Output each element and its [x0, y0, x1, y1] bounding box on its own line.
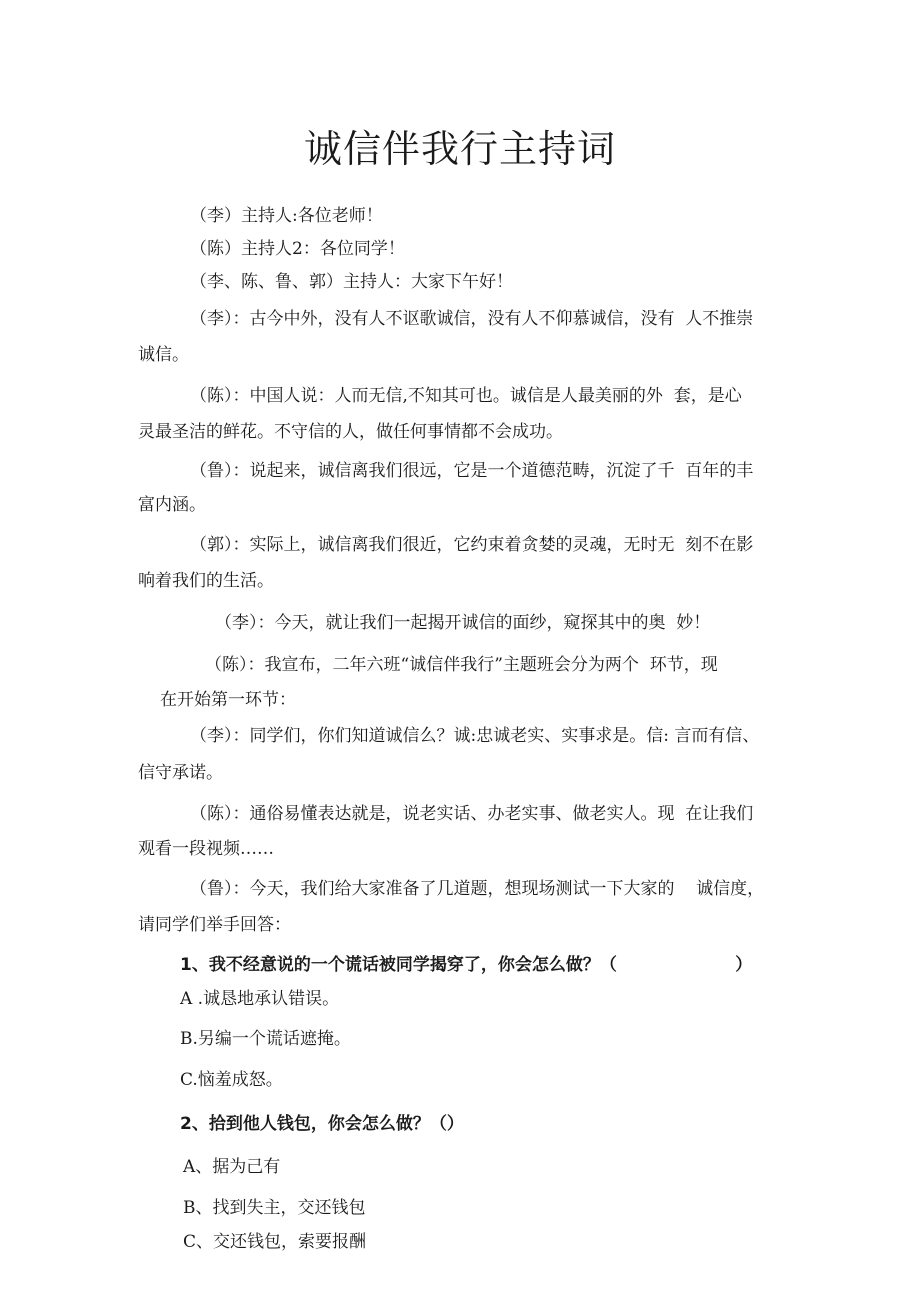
option-a: A .诚恳地承认错误。 [180, 989, 340, 1009]
option-b: B、找到失主，交还钱包 [183, 1198, 366, 1218]
dialogue-line-cont: 灵最圣洁的鲜花。不守信的人，做任何事情都不会成功。 [138, 422, 563, 442]
option-b: B.另编一个谎话遮掩。 [180, 1029, 351, 1049]
option-a: A、据为己有 [183, 1157, 281, 1177]
dialogue-line-cont: 富内涵。 [138, 495, 206, 515]
question-1: 1、我不经意说的一个谎话被同学揭穿了，你会怎么做？（ ） [180, 955, 753, 975]
dialogue-line: （鲁）：说起来，诚信离我们很远，它是一个道德范畴，沉淀了千 百年的丰 [190, 461, 754, 481]
dialogue-line: （李）：古今中外，没有人不讴歌诚信，没有人不仰慕诚信，没有 人不推崇 [190, 309, 754, 329]
dialogue-line-cont: 响着我们的生活。 [138, 571, 274, 591]
dialogue-line-cont: 信守承诺。 [138, 763, 223, 783]
dialogue-line-cont: 请同学们举手回答： [138, 915, 291, 935]
dialogue-line: （陈）：通俗易懂表达就是，说老实话、办老实事、做老实人。现 在让我们 [190, 804, 754, 824]
option-c: C.恼羞成怒。 [180, 1070, 283, 1090]
dialogue-line-cont: 观看一段视频…… [138, 839, 274, 859]
dialogue-line: （鲁）：今天，我们给大家准备了几道题，想现场测试一下大家的 诚信度， [190, 879, 765, 899]
dialogue-line-cont: 在开始第一环节： [160, 690, 296, 710]
dialogue-line: （李）主持人:各位老师！ [190, 206, 383, 226]
dialogue-line-cont: 诚信。 [138, 345, 189, 365]
option-c: C、交还钱包，索要报酬 [183, 1232, 367, 1252]
dialogue-line: （李）：同学们，你们知道诚信么？诚:忠诚老实、实事求是。信: 言而有信、 [190, 726, 760, 746]
dialogue-line: （陈）：我宣布，二年六班“诚信伴我行”主题班会分为两个 环节，现 [205, 655, 718, 675]
dialogue-line: （陈）：中国人说：人而无信,不知其可也。诚信是人最美丽的外 套，是心 [190, 386, 742, 406]
dialogue-line: （李）：今天，就让我们一起揭开诚信的面纱，窥探其中的奥 妙！ [215, 613, 711, 633]
dialogue-line: （李、陈、鲁、郭）主持人：大家下午好！ [190, 272, 513, 292]
dialogue-line: （郭）：实际上，诚信离我们很近，它约束着贪婪的灵魂，无时无 刻不在影 [190, 535, 754, 555]
question-2: 2、拾到他人钱包，你会怎么做？（） [180, 1114, 464, 1134]
dialogue-line: （陈）主持人2：各位同学！ [190, 239, 405, 259]
document-title: 诚信伴我行主持词 [303, 127, 616, 171]
